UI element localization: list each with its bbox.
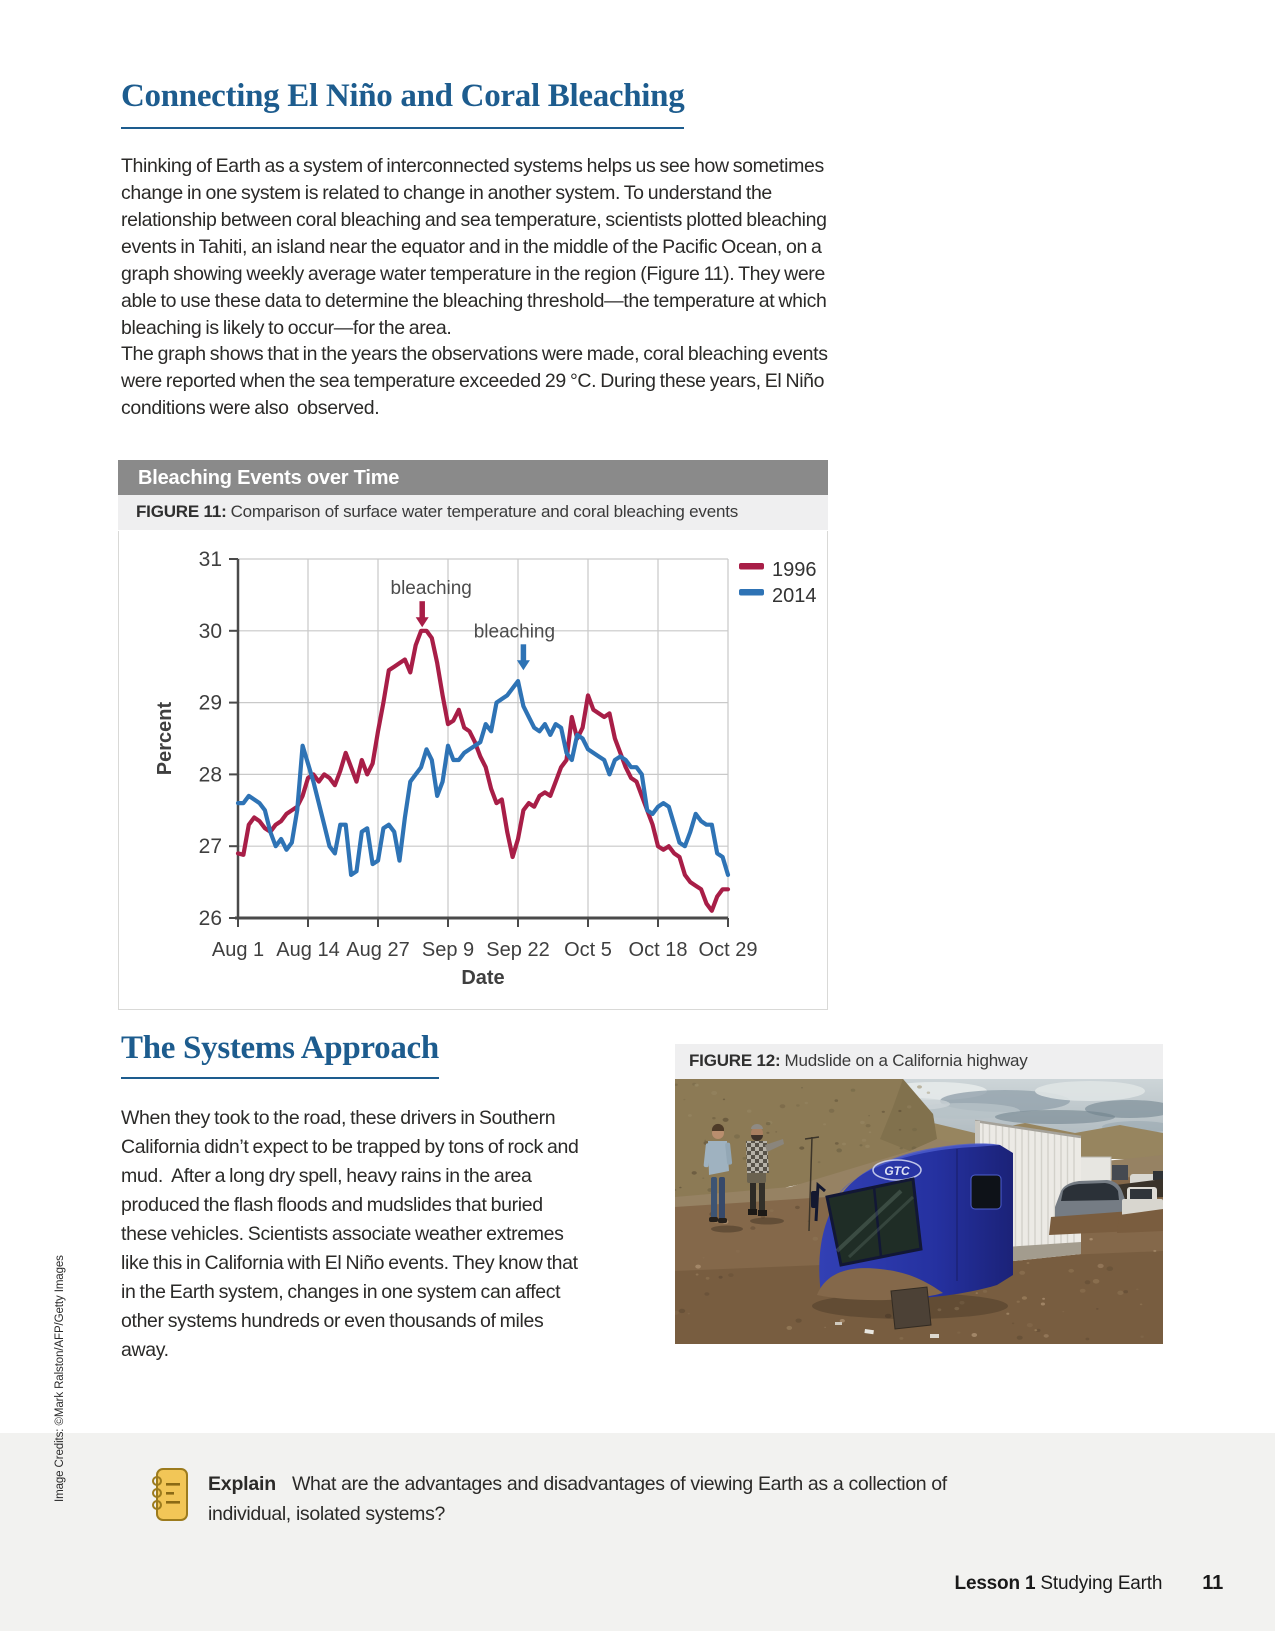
svg-text:31: 31 [198, 548, 222, 571]
figure-11-caption-text: Comparison of surface water temperature and coral bleaching events [230, 502, 739, 521]
section-title-connecting-el-nino: Connecting El Niño and Coral Bleaching [121, 78, 684, 129]
page-number: 11 [1202, 1572, 1223, 1594]
figure-11-caption [118, 495, 828, 530]
svg-text:Sep 9: Sep 9 [421, 939, 475, 961]
explain-question: What are the advantages and disadvantages of viewing Earth as a collection of individual, isolated systems? [208, 1473, 947, 1525]
notebook-icon [147, 1466, 191, 1524]
footer-book-title: Studying Earth [1040, 1573, 1163, 1594]
figure-12-caption [675, 1044, 1163, 1079]
footer-lesson-chapter [955, 1573, 1163, 1595]
svg-text:30: 30 [198, 619, 222, 643]
paragraph-2: The graph shows that in the years the observations were made, coral bleaching events were reported when the sea temperature exceeded 29 °C. During these years, El Niño conditions were also observed. [121, 343, 828, 419]
svg-text:27: 27 [198, 835, 222, 859]
svg-text:2014: 2014 [772, 585, 817, 607]
figure-12-caption-label: FIGURE 12: [689, 1051, 781, 1070]
figure-12-caption-text: Mudslide on a California highway [784, 1051, 1028, 1070]
chart-panel [118, 531, 828, 1010]
svg-text:bleaching: bleaching [473, 621, 556, 643]
svg-text:Aug 1: Aug 1 [211, 939, 265, 961]
svg-text:Oct 5: Oct 5 [564, 939, 612, 961]
figure-11-header: Bleaching Events over Time [118, 460, 828, 495]
paragraph-3: When they took to the road, these drivers in Southern California didn’t expect to be trapped by tons of rock and mud. After a long dry spell, heavy rains in the area produced the flash floods and mudslides that buried these vehicles. Scientists associate weather extremes like this in California with El Niño events. They know that in the Earth system, changes in one system can affect other systems hundreds or even thousands of miles away. [121, 1107, 579, 1361]
svg-text:1996: 1996 [772, 559, 817, 581]
explain-band [0, 1433, 1275, 1631]
footer-lesson: Lesson 1 [954, 1573, 1036, 1594]
figure-11-block [118, 460, 828, 1010]
svg-text:26: 26 [198, 907, 222, 930]
figure-12-block [675, 1044, 1163, 1344]
mudslide-photo [675, 1079, 1163, 1344]
explain-prompt [208, 1469, 1030, 1529]
svg-text:Sep 22: Sep 22 [486, 939, 550, 961]
svg-text:Oct 18: Oct 18 [628, 939, 688, 961]
svg-text:28: 28 [198, 763, 222, 787]
image-credit: Image Credits: ©Mark Ralston/AFP/Getty Images [54, 1255, 66, 1502]
explain-label: Explain [208, 1473, 276, 1495]
svg-text:Date: Date [461, 967, 505, 989]
svg-text:Oct 29: Oct 29 [698, 939, 758, 961]
svg-text:GTC: GTC [884, 1164, 910, 1178]
svg-text:Aug 14: Aug 14 [276, 939, 340, 961]
section-title-systems-approach: The Systems Approach [121, 1030, 439, 1079]
figure-11-caption-label: FIGURE 11: [136, 502, 227, 521]
bleaching-chart [119, 531, 827, 1007]
svg-text:29: 29 [198, 691, 222, 715]
page-footer [850, 1572, 1223, 1595]
paragraph-1: Thinking of Earth as a system of interconnected systems helps us see how sometimes change in one system is related to change in another system. To understand the relationship between coral bleaching and sea temperature, scientists plotted bleaching events in Tahiti, an island near the equator and in the middle of the Pacific Ocean, on a graph showing weekly average water temperature in the region (Figure 11). They were able to use these data to determine the bleaching threshold—the temperature at which bleaching is likely to occur—for the area. [121, 155, 827, 339]
svg-text:Percent: Percent [154, 701, 176, 776]
svg-text:bleaching: bleaching [390, 578, 472, 600]
svg-text:Aug 27: Aug 27 [346, 939, 410, 961]
